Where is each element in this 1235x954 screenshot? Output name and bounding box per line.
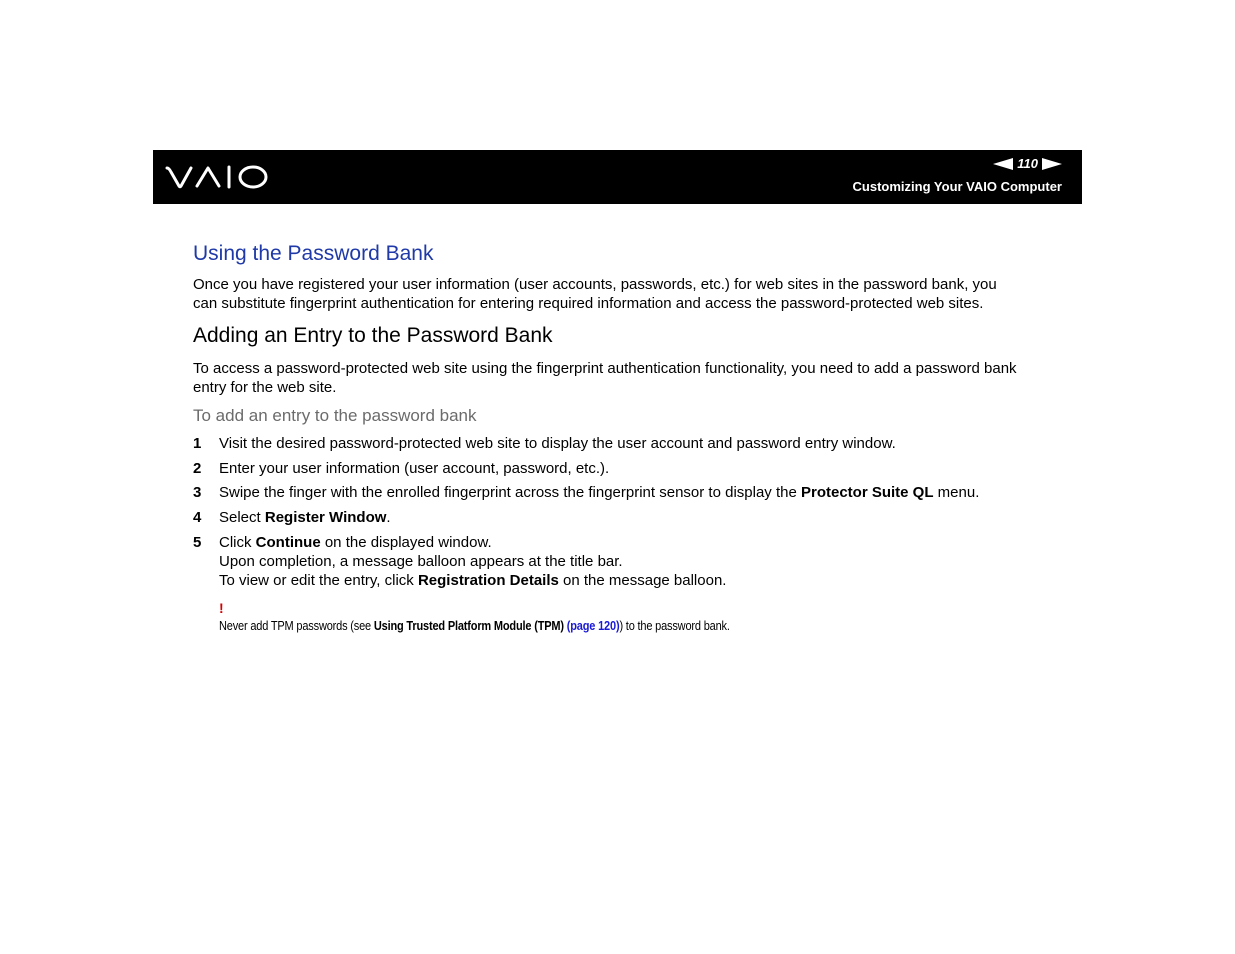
access-line-2: entry for the web site. [193,379,337,396]
page-header [153,150,1082,204]
intro-paragraph [193,275,1053,313]
step-number: 3 [193,484,202,501]
step-text: Visit the desired password-protected web site to display the user account and password entry window. [219,435,896,452]
intro-line-1: Once you have registered your user information (user accounts, passwords, etc.) for web sites in the password bank, you [193,276,997,293]
step-number: 2 [193,460,202,477]
exclamation-icon: ! [219,600,224,616]
step-number: 4 [193,509,202,526]
page-number: 110 [1017,156,1038,171]
page-120-link[interactable]: (page 120) [566,619,620,633]
access-paragraph [193,359,1053,397]
vaio-logo [165,164,269,190]
access-line-1: To access a password-protected web site using the fingerprint authentication functionality, you need to add a password bank [193,360,1017,377]
step-text: Swipe the finger with the enrolled fingerprint across the fingerprint sensor to display the Protector Suite QL menu. [219,484,980,501]
page-navigator [993,156,1062,171]
step-text: Enter your user information (user account, password, etc.). [219,460,610,477]
step-text: Select Register Window. [219,509,391,526]
procedure-title: To add an entry to the password bank [193,406,477,425]
step-number: 5 [193,534,202,551]
left-arrow-icon[interactable] [993,158,1013,170]
section-title: Customizing Your VAIO Computer [852,179,1062,194]
page-title: Using the Password Bank [193,242,434,265]
step-number: 1 [193,435,202,452]
step-text: Click Continue on the displayed window. Upon completion, a message balloon appears at the title bar. To view or edit the entry, click Registration Details on the message balloon. [219,534,727,589]
caution-note [219,600,799,634]
intro-line-2: can substitute fingerprint authentication for entering required information and access the password-protected web sites. [193,295,984,312]
note-text: Never add TPM passwords (see Using Trusted Platform Module (TPM) (page 120)) to the password bank. [219,619,730,633]
right-arrow-icon[interactable] [1042,158,1062,170]
subsection-title: Adding an Entry to the Password Bank [193,324,553,347]
